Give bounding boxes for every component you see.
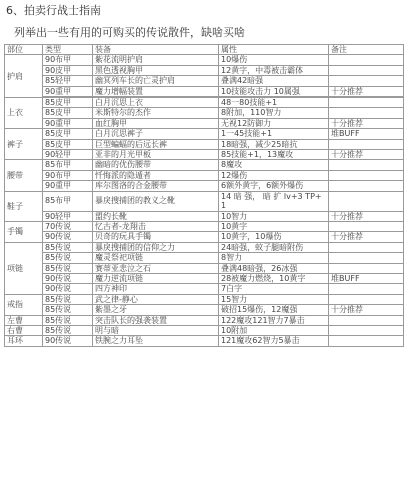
cell-note — [329, 170, 404, 180]
table-row — [5, 65, 404, 75]
cell-note — [329, 139, 404, 149]
cell-type: 85布甲 — [43, 160, 93, 170]
cell-type: 85皮甲 — [43, 139, 93, 149]
cell-gear: 赛蒂亚悲泣之石 — [93, 263, 219, 273]
cell-type: 90轻甲 — [43, 150, 93, 160]
cell-type: 85皮甲 — [43, 129, 93, 139]
table-row — [5, 86, 404, 96]
cell-type: 85传说 — [43, 242, 93, 252]
table-row — [5, 191, 404, 211]
cell-type: 85布甲 — [43, 191, 93, 211]
cell-type: 90轻甲 — [43, 211, 93, 221]
table-header-row — [5, 45, 404, 55]
cell-note — [329, 160, 404, 170]
cell-gear: 突击队长的强袭装置 — [93, 315, 219, 325]
cell-note: 十分推荐 — [329, 305, 404, 315]
cell-gear: 盟约长靴 — [93, 211, 219, 221]
table-row — [5, 242, 404, 252]
section-subheading: 列举出一些有用的可购买的传说散件，缺啥买啥 — [14, 26, 245, 39]
table-row — [5, 108, 404, 118]
cell-note: 十分推荐 — [329, 232, 404, 242]
cell-note: 堆BUFF — [329, 273, 404, 283]
cell-slot: 耳环 — [5, 336, 43, 346]
cell-attr: 8附加，110智力 — [219, 108, 329, 118]
cell-type: 90传说 — [43, 336, 93, 346]
cell-type: 85皮甲 — [43, 108, 93, 118]
table-row — [5, 139, 404, 149]
cell-attr: 121魔攻62智力5暴击 — [219, 336, 329, 346]
gear-table — [4, 44, 404, 347]
column-header-type: 类型 — [43, 45, 93, 55]
cell-attr: 10黄字，10爆伤 — [219, 232, 329, 242]
table-row — [5, 336, 404, 346]
cell-gear: 亚非的月光甲板 — [93, 150, 219, 160]
cell-type: 70传说 — [43, 221, 93, 231]
cell-attr: 12爆伤 — [219, 170, 329, 180]
cell-note — [329, 325, 404, 335]
cell-type: 90重甲 — [43, 181, 93, 191]
table-row — [5, 181, 404, 191]
cell-note: 十分推荐 — [329, 150, 404, 160]
cell-slot: 手镯 — [5, 221, 43, 242]
cell-type: 90传说 — [43, 273, 93, 283]
cell-gear: 四方神印 — [93, 284, 219, 294]
cell-gear: 巨型蝙蝠的后远长裤 — [93, 139, 219, 149]
cell-attr: 8智力 — [219, 253, 329, 263]
cell-gear: 铁腕之力耳坠 — [93, 336, 219, 346]
cell-type: 85轻甲 — [43, 76, 93, 86]
cell-slot: 项链 — [5, 242, 43, 294]
table-row — [5, 98, 404, 108]
cell-note — [329, 263, 404, 273]
cell-note — [329, 181, 404, 191]
cell-attr: 14 暗 强， 暗 扩 lv+3 TP+1 — [219, 191, 329, 211]
cell-slot: 裤子 — [5, 129, 43, 160]
table-row — [5, 305, 404, 315]
cell-note: 十分推荐 — [329, 211, 404, 221]
cell-type: 85传说 — [43, 263, 93, 273]
cell-slot: 右曹 — [5, 325, 43, 335]
cell-note — [329, 221, 404, 231]
cell-type: 90重甲 — [43, 86, 93, 96]
cell-attr: 122魔攻121智力7暴击 — [219, 315, 329, 325]
cell-type: 85传说 — [43, 315, 93, 325]
cell-attr: 10智力 — [219, 211, 329, 221]
cell-type: 90布甲 — [43, 55, 93, 65]
column-header-gear: 装备 — [93, 45, 219, 55]
cell-note — [329, 336, 404, 346]
cell-type: 90布甲 — [43, 170, 93, 180]
cell-attr: 无视12防御力 — [219, 118, 329, 128]
cell-attr: 85技能+1，13魔攻 — [219, 150, 329, 160]
cell-note — [329, 284, 404, 294]
cell-note — [329, 108, 404, 118]
table-row — [5, 129, 404, 139]
cell-attr: 10爆伤 — [219, 55, 329, 65]
table-row — [5, 232, 404, 242]
cell-gear: 幽暗的优伤腰带 — [93, 160, 219, 170]
table-row — [5, 118, 404, 128]
cell-gear: 紫花流明护肩 — [93, 55, 219, 65]
cell-gear: 米斯特尔的杰作 — [93, 108, 219, 118]
cell-type: 85传说 — [43, 294, 93, 304]
table-row — [5, 76, 404, 86]
cell-gear: 魔灵祭祀项链 — [93, 253, 219, 263]
section-heading: 6、拍卖行战士指南 — [6, 4, 101, 17]
cell-note — [329, 191, 404, 211]
cell-note — [329, 65, 404, 75]
cell-attr: 24暗强，蚊子腿暗附伤 — [219, 242, 329, 252]
cell-gear: 库尔图洛的合金腰带 — [93, 181, 219, 191]
cell-gear: 忏悔派的隐遁者 — [93, 170, 219, 180]
cell-type: 90传说 — [43, 284, 93, 294]
cell-slot: 戒指 — [5, 294, 43, 315]
cell-attr: 6额外黄字，6额外爆伤 — [219, 181, 329, 191]
table-row — [5, 263, 404, 273]
cell-attr: 28被魔力燃烧，10黄字 — [219, 273, 329, 283]
cell-slot: 上衣 — [5, 98, 43, 129]
cell-type: 85传说 — [43, 253, 93, 263]
column-header-note: 备注 — [329, 45, 404, 55]
cell-attr: 8魔攻 — [219, 160, 329, 170]
cell-attr: 15智力 — [219, 294, 329, 304]
table-row — [5, 273, 404, 283]
table-row — [5, 221, 404, 231]
table-row — [5, 315, 404, 325]
cell-attr: 叠满48暗强，26冰强 — [219, 263, 329, 273]
cell-attr: 12黄字，中毒被击霸体 — [219, 65, 329, 75]
cell-slot: 护肩 — [5, 55, 43, 98]
cell-note — [329, 294, 404, 304]
table-row — [5, 150, 404, 160]
cell-gear: 忆古者-龙翔击 — [93, 221, 219, 231]
cell-note — [329, 98, 404, 108]
cell-gear: 黑色透视胸甲 — [93, 65, 219, 75]
table-body — [5, 55, 404, 346]
table-row — [5, 253, 404, 263]
table-row — [5, 294, 404, 304]
cell-type: 90重甲 — [43, 118, 93, 128]
cell-note — [329, 242, 404, 252]
cell-type: 90传说 — [43, 232, 93, 242]
cell-note: 堆BUFF — [329, 129, 404, 139]
cell-slot: 腰带 — [5, 160, 43, 191]
cell-gear: 白月沉思裤子 — [93, 129, 219, 139]
table-row — [5, 55, 404, 65]
cell-gear: 贝奇的玩具手镯 — [93, 232, 219, 242]
cell-type: 90皮甲 — [43, 65, 93, 75]
cell-note: 十分推荐 — [329, 118, 404, 128]
column-header-attr: 属性 — [219, 45, 329, 55]
cell-note — [329, 76, 404, 86]
cell-gear: 明与暗 — [93, 325, 219, 335]
column-header-slot: 部位 — [5, 45, 43, 55]
cell-type: 85传说 — [43, 305, 93, 315]
cell-gear: 白月沉思上衣 — [93, 98, 219, 108]
cell-note — [329, 315, 404, 325]
cell-attr: 10黄字 — [219, 221, 329, 231]
cell-attr: 48一80技能+1 — [219, 98, 329, 108]
cell-slot: 鞋子 — [5, 191, 43, 221]
table-row — [5, 284, 404, 294]
cell-gear: 暴戾搜捕团的教义之靴 — [93, 191, 219, 211]
cell-gear: 暴戾搜捕团的信仰之力 — [93, 242, 219, 252]
cell-gear: 魔力增幅装置 — [93, 86, 219, 96]
cell-gear: 武之律-静心 — [93, 294, 219, 304]
cell-type: 85传说 — [43, 325, 93, 335]
cell-gear: 血红胸甲 — [93, 118, 219, 128]
cell-attr: 18暗强，减少25暗抗 — [219, 139, 329, 149]
cell-attr: 10技能攻击力 10属强 — [219, 86, 329, 96]
cell-attr: 10附加 — [219, 325, 329, 335]
table-row — [5, 211, 404, 221]
cell-type: 85皮甲 — [43, 98, 93, 108]
cell-gear: 幽冥列车长的亡灵护肩 — [93, 76, 219, 86]
cell-attr: 叠满42暗强 — [219, 76, 329, 86]
cell-note: 十分推荐 — [329, 86, 404, 96]
cell-gear: 紫墨之牙 — [93, 305, 219, 315]
cell-attr: 破招15爆伤，12魔强 — [219, 305, 329, 315]
table-row — [5, 325, 404, 335]
cell-slot: 左曹 — [5, 315, 43, 325]
table-row — [5, 160, 404, 170]
table-row — [5, 170, 404, 180]
cell-attr: 7白字 — [219, 284, 329, 294]
cell-attr: 1一45技能+1 — [219, 129, 329, 139]
cell-note — [329, 253, 404, 263]
cell-note — [329, 55, 404, 65]
cell-gear: 魔力逆流项链 — [93, 273, 219, 283]
